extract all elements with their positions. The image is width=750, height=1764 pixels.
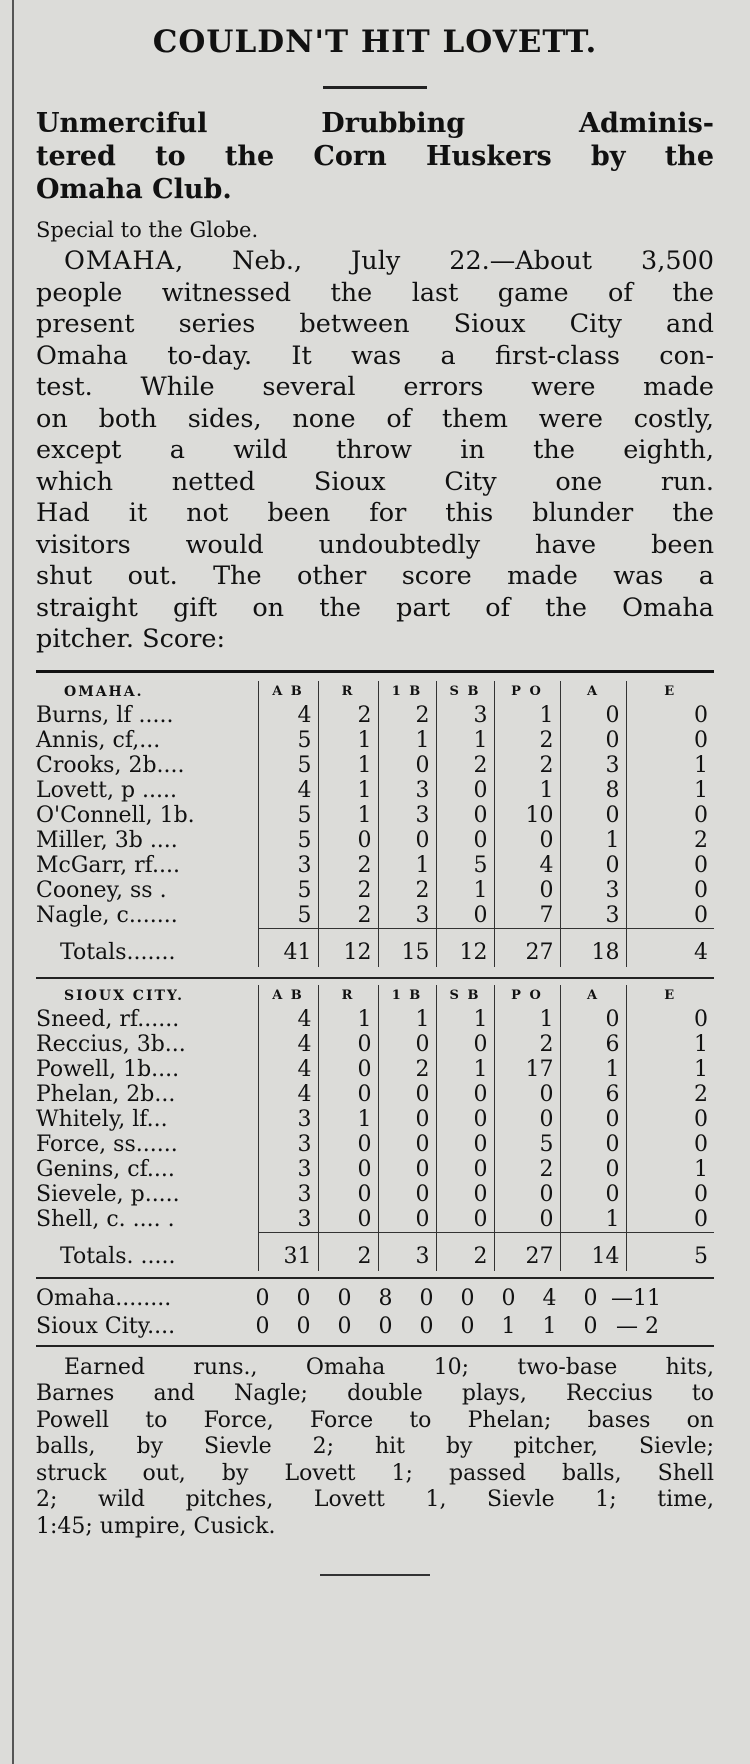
summary-line: struck out, by Lovett 1; passed balls, Shell <box>36 1460 714 1486</box>
team-header: SIOUX CITY. <box>64 987 184 1004</box>
stat-sb: 1 <box>436 1057 494 1082</box>
inning-runs: 8 <box>378 1285 393 1311</box>
stat-b1: 0 <box>378 1032 436 1057</box>
stat-r: 1 <box>318 1107 378 1132</box>
player-name: Whitely, lf... <box>36 1106 168 1132</box>
stat-po: 7 <box>494 903 560 929</box>
col-header-sb: S B <box>436 985 494 1007</box>
stat-po: 2 <box>494 1032 560 1057</box>
stat-ab: 5 <box>258 728 318 753</box>
player-row <box>36 903 714 929</box>
stat-e: 0 <box>626 878 714 903</box>
col-header-r: R <box>318 985 378 1007</box>
stat-r: 0 <box>318 1157 378 1182</box>
byline: Special to the Globe. <box>36 218 259 242</box>
total-b1: 15 <box>378 928 436 967</box>
total-b1: 3 <box>378 1232 436 1271</box>
stat-r: 0 <box>318 1032 378 1057</box>
player-name: Force, ss...... <box>36 1131 178 1157</box>
stat-b1: 3 <box>378 903 436 929</box>
player-name: McGarr, rf.... <box>36 852 180 878</box>
stat-r: 0 <box>318 1082 378 1107</box>
stat-r: 1 <box>318 753 378 778</box>
stat-a: 6 <box>560 1082 626 1107</box>
stat-e: 1 <box>626 778 714 803</box>
stat-r: 1 <box>318 728 378 753</box>
inning-runs: 1 <box>501 1313 516 1339</box>
stat-po: 2 <box>494 753 560 778</box>
stat-a: 3 <box>560 903 626 929</box>
total-sb: 2 <box>436 1232 494 1271</box>
inning-runs: 0 <box>296 1313 311 1339</box>
body-line <box>36 246 714 278</box>
col-header-sb: S B <box>436 681 494 703</box>
stat-ab: 4 <box>258 1032 318 1057</box>
stat-b1: 0 <box>378 828 436 853</box>
player-row <box>36 1132 714 1157</box>
stat-po: 0 <box>494 1207 560 1233</box>
stat-r: 2 <box>318 878 378 903</box>
total-sb: 12 <box>436 928 494 967</box>
body-line: except a wild throw in the eighth, <box>36 435 714 465</box>
final-score: — 2 <box>616 1313 659 1339</box>
game-summary <box>36 1355 714 1541</box>
stat-b1: 1 <box>378 728 436 753</box>
linescore-row <box>36 1285 714 1313</box>
summary-line: 1:45; umpire, Cusick. <box>36 1513 276 1539</box>
stat-b1: 1 <box>378 1007 436 1032</box>
table-top-rule <box>36 670 714 673</box>
stat-po: 0 <box>494 878 560 903</box>
player-name: Sievele, p..... <box>36 1181 180 1207</box>
stat-ab: 3 <box>258 853 318 878</box>
player-name: O'Connell, 1b. <box>36 802 195 828</box>
stat-a: 3 <box>560 753 626 778</box>
dateline: OMAHA <box>64 246 176 276</box>
headline: COULDN'T HIT LOVETT. <box>152 24 598 60</box>
omaha-box-score <box>36 681 714 967</box>
stat-e: 0 <box>626 903 714 929</box>
stat-ab: 4 <box>258 1057 318 1082</box>
stat-e: 0 <box>626 803 714 828</box>
stat-ab: 3 <box>258 1107 318 1132</box>
summary-line: Powell to Force, Force to Phelan; bases on <box>36 1407 714 1433</box>
stat-po: 1 <box>494 703 560 728</box>
stat-e: 0 <box>626 1007 714 1032</box>
total-po: 27 <box>494 928 560 967</box>
stat-ab: 3 <box>258 1182 318 1207</box>
player-name: Annis, cf,... <box>36 727 161 753</box>
summary-line: Earned runs., Omaha 10; two-base hits, <box>64 1354 714 1380</box>
stat-r: 0 <box>318 1182 378 1207</box>
player-name: Shell, c. .... . <box>36 1206 175 1232</box>
summary-line: 2; wild pitches, Lovett 1, Sievle 1; time, <box>36 1487 714 1512</box>
stat-sb: 5 <box>436 853 494 878</box>
stat-a: 0 <box>560 1107 626 1132</box>
stat-po: 0 <box>494 1107 560 1132</box>
stat-sb: 0 <box>436 778 494 803</box>
player-row <box>36 1082 714 1107</box>
col-header-ab: A B <box>258 681 318 703</box>
body-line: Omaha to-day. It was a first-class con- <box>36 340 714 371</box>
body-text: , Neb., July 22.—About 3,500 <box>175 246 714 276</box>
stat-ab: 5 <box>258 903 318 929</box>
stat-ab: 4 <box>258 703 318 728</box>
stat-po: 0 <box>494 828 560 853</box>
stat-r: 0 <box>318 1207 378 1233</box>
stat-sb: 0 <box>436 1107 494 1132</box>
linescore-team: Sioux City.... <box>36 1313 176 1339</box>
stat-a: 0 <box>560 1132 626 1157</box>
player-row <box>36 878 714 903</box>
player-row <box>36 1007 714 1032</box>
player-name: Powell, 1b.... <box>36 1056 180 1082</box>
col-header-a: A <box>560 681 626 703</box>
headline-divider <box>323 86 427 89</box>
stat-e: 0 <box>626 1107 714 1132</box>
player-row <box>36 778 714 803</box>
stat-ab: 4 <box>258 778 318 803</box>
inning-runs: 0 <box>255 1285 270 1311</box>
stat-r: 2 <box>318 703 378 728</box>
stat-r: 0 <box>318 1132 378 1157</box>
player-name: Cooney, ss . <box>36 877 167 903</box>
stat-sb: 0 <box>436 1182 494 1207</box>
stat-po: 4 <box>494 853 560 878</box>
stat-r: 2 <box>318 903 378 929</box>
stat-a: 0 <box>560 803 626 828</box>
sioux-header-row <box>36 985 714 1007</box>
stat-a: 1 <box>560 1207 626 1233</box>
stat-e: 0 <box>626 853 714 878</box>
stat-sb: 0 <box>436 828 494 853</box>
inning-runs: 0 <box>378 1313 393 1339</box>
stat-a: 3 <box>560 878 626 903</box>
stat-po: 0 <box>494 1182 560 1207</box>
body-line: visitors would undoubtedly have been <box>36 529 714 560</box>
stat-e: 0 <box>626 728 714 753</box>
stat-b1: 0 <box>378 753 436 778</box>
player-row <box>36 828 714 853</box>
stat-sb: 0 <box>436 1157 494 1182</box>
totals-label: Totals. ..... <box>60 1243 176 1269</box>
stat-a: 0 <box>560 1157 626 1182</box>
linescore-team: Omaha........ <box>36 1285 172 1311</box>
stat-sb: 1 <box>436 1007 494 1032</box>
stat-ab: 5 <box>258 878 318 903</box>
col-header-po: P O <box>494 985 560 1007</box>
stat-a: 0 <box>560 703 626 728</box>
stat-a: 0 <box>560 853 626 878</box>
col-header-a: A <box>560 985 626 1007</box>
stat-e: 0 <box>626 1182 714 1207</box>
total-ab: 41 <box>258 928 318 967</box>
total-r: 12 <box>318 928 378 967</box>
total-e: 4 <box>626 928 714 967</box>
stat-e: 0 <box>626 1132 714 1157</box>
stat-sb: 0 <box>436 1032 494 1057</box>
omaha-header-row <box>36 681 714 703</box>
stat-b1: 3 <box>378 778 436 803</box>
total-r: 2 <box>318 1232 378 1271</box>
body-line: shut out. The other score made was a <box>36 561 714 591</box>
stat-po: 2 <box>494 728 560 753</box>
col-header-e: E <box>626 985 714 1007</box>
total-e: 5 <box>626 1232 714 1271</box>
inning-runs: 0 <box>419 1285 434 1311</box>
player-row <box>36 1057 714 1082</box>
player-name: Nagle, c....... <box>36 902 178 928</box>
stat-po: 2 <box>494 1157 560 1182</box>
total-po: 27 <box>494 1232 560 1271</box>
inning-runs: 0 <box>583 1313 598 1339</box>
stat-b1: 2 <box>378 1057 436 1082</box>
stat-e: 1 <box>626 753 714 778</box>
inning-runs: 1 <box>542 1313 557 1339</box>
stat-sb: 3 <box>436 703 494 728</box>
totals-row <box>36 1232 714 1271</box>
stat-b1: 0 <box>378 1107 436 1132</box>
table-divider <box>36 977 714 979</box>
stat-a: 0 <box>560 1182 626 1207</box>
player-row <box>36 703 714 728</box>
final-score: —11 <box>611 1285 661 1311</box>
stat-a: 8 <box>560 778 626 803</box>
player-name: Burns, lf ..... <box>36 702 174 728</box>
stat-sb: 0 <box>436 1082 494 1107</box>
total-a: 14 <box>560 1232 626 1271</box>
player-row <box>36 853 714 878</box>
inning-runs: 0 <box>501 1285 516 1311</box>
player-row <box>36 1207 714 1233</box>
player-row <box>36 1157 714 1182</box>
linescore-top-rule <box>36 1277 714 1279</box>
stat-po: 17 <box>494 1057 560 1082</box>
inning-runs: 0 <box>460 1285 475 1311</box>
linescore-bottom-rule <box>36 1345 714 1347</box>
summary-line: Barnes and Nagle; double plays, Reccius to <box>36 1381 714 1406</box>
total-a: 18 <box>560 928 626 967</box>
subhead-line: Omaha Club. <box>36 174 232 205</box>
inning-runs: 0 <box>296 1285 311 1311</box>
body-line: present series between Sioux City and <box>36 309 714 339</box>
inning-runs: 0 <box>337 1313 352 1339</box>
stat-b1: 0 <box>378 1132 436 1157</box>
body-line: straight gift on the part of the Omaha <box>36 592 714 623</box>
player-name: Miller, 3b .... <box>36 827 178 853</box>
body-line: which netted Sioux City one run. <box>36 466 714 497</box>
player-row <box>36 1182 714 1207</box>
stat-r: 1 <box>318 1007 378 1032</box>
stat-ab: 5 <box>258 753 318 778</box>
stat-sb: 0 <box>436 1207 494 1233</box>
stat-ab: 3 <box>258 1157 318 1182</box>
inning-runs: 0 <box>419 1313 434 1339</box>
stat-e: 0 <box>626 703 714 728</box>
body-line: people witnessed the last game of the <box>36 277 714 308</box>
stat-a: 6 <box>560 1032 626 1057</box>
body-line: Had it not been for this blunder the <box>36 498 714 528</box>
totals-row <box>36 928 714 967</box>
col-header-po: P O <box>494 681 560 703</box>
stat-ab: 4 <box>258 1082 318 1107</box>
stat-a: 0 <box>560 728 626 753</box>
stat-ab: 5 <box>258 803 318 828</box>
inning-runs: 0 <box>460 1313 475 1339</box>
inning-runs: 4 <box>542 1285 557 1311</box>
total-ab: 31 <box>258 1232 318 1271</box>
body-line: on both sides, none of them were costly, <box>36 403 714 434</box>
stat-r: 0 <box>318 1057 378 1082</box>
subhead-line: tered to the Corn Huskers by the <box>36 141 714 172</box>
stat-sb: 1 <box>436 728 494 753</box>
stat-po: 1 <box>494 778 560 803</box>
stat-b1: 0 <box>378 1182 436 1207</box>
stat-e: 1 <box>626 1032 714 1057</box>
player-name: Phelan, 2b... <box>36 1081 176 1107</box>
linescore-row <box>36 1313 714 1341</box>
stat-ab: 5 <box>258 828 318 853</box>
stat-ab: 3 <box>258 1132 318 1157</box>
stat-r: 2 <box>318 853 378 878</box>
stat-b1: 1 <box>378 853 436 878</box>
col-header-r: R <box>318 681 378 703</box>
inning-runs: 0 <box>337 1285 352 1311</box>
stat-e: 0 <box>626 1207 714 1233</box>
stat-b1: 2 <box>378 878 436 903</box>
end-rule <box>320 1574 430 1576</box>
stat-e: 2 <box>626 828 714 853</box>
totals-label: Totals....... <box>60 939 176 965</box>
stat-a: 0 <box>560 1007 626 1032</box>
stat-ab: 4 <box>258 1007 318 1032</box>
player-row <box>36 1032 714 1057</box>
player-name: Genins, cf.... <box>36 1156 175 1182</box>
player-row <box>36 728 714 753</box>
stat-b1: 0 <box>378 1157 436 1182</box>
stat-e: 2 <box>626 1082 714 1107</box>
stat-a: 1 <box>560 828 626 853</box>
line-score <box>36 1285 714 1341</box>
player-row <box>36 803 714 828</box>
stat-b1: 0 <box>378 1082 436 1107</box>
team-header: OMAHA. <box>64 683 144 700</box>
col-header-ab: A B <box>258 985 318 1007</box>
stat-po: 10 <box>494 803 560 828</box>
stat-po: 5 <box>494 1132 560 1157</box>
summary-line: balls, by Sievle 2; hit by pitcher, Sievle; <box>36 1434 714 1459</box>
stat-sb: 0 <box>436 1132 494 1157</box>
stat-b1: 3 <box>378 803 436 828</box>
stat-r: 0 <box>318 828 378 853</box>
stat-e: 1 <box>626 1157 714 1182</box>
player-row <box>36 753 714 778</box>
body-line: pitcher. Score: <box>36 624 226 654</box>
stat-b1: 0 <box>378 1207 436 1233</box>
sioux-city-box-score <box>36 985 714 1271</box>
player-name: Sneed, rf...... <box>36 1006 180 1032</box>
stat-r: 1 <box>318 803 378 828</box>
stat-po: 1 <box>494 1007 560 1032</box>
stat-sb: 0 <box>436 803 494 828</box>
stat-b1: 2 <box>378 703 436 728</box>
player-row <box>36 1107 714 1132</box>
article-body <box>36 246 714 656</box>
col-header-1b: 1 B <box>378 681 436 703</box>
player-name: Crooks, 2b.... <box>36 752 185 778</box>
stat-r: 1 <box>318 778 378 803</box>
col-header-1b: 1 B <box>378 985 436 1007</box>
subheadline <box>36 107 714 206</box>
player-name: Lovett, p ..... <box>36 777 178 803</box>
stat-e: 1 <box>626 1057 714 1082</box>
stat-sb: 1 <box>436 878 494 903</box>
player-name: Reccius, 3b... <box>36 1031 186 1057</box>
inning-runs: 0 <box>255 1313 270 1339</box>
stat-ab: 3 <box>258 1207 318 1233</box>
subhead-line: Unmerciful Drubbing Adminis- <box>36 108 714 139</box>
stat-po: 0 <box>494 1082 560 1107</box>
inning-runs: 0 <box>583 1285 598 1311</box>
article-column <box>36 0 714 1576</box>
column-rule <box>12 0 14 1764</box>
col-header-e: E <box>626 681 714 703</box>
stat-sb: 2 <box>436 753 494 778</box>
body-line: test. While several errors were made <box>36 372 714 402</box>
stat-sb: 0 <box>436 903 494 929</box>
stat-a: 1 <box>560 1057 626 1082</box>
